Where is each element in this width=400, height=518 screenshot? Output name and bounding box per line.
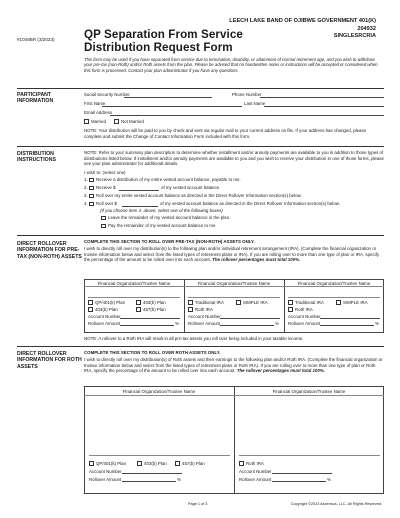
- pretax-col3-pct: %: [375, 320, 379, 326]
- option-4-label-a: Roll over $: [96, 201, 117, 206]
- section-title-distribution: DISTRIBUTION INSTRUCTIONS: [17, 151, 56, 164]
- roth-col2-amount-label: Rollover Amount: [239, 476, 272, 482]
- divider: [17, 346, 384, 347]
- roth-col1-name-field[interactable]: [89, 455, 230, 456]
- table-header-rule: [84, 286, 384, 287]
- pretax-col1-account-field[interactable]: [120, 318, 180, 319]
- pretax-col3-traditional-ira-checkbox[interactable]: [288, 300, 293, 305]
- pretax-col1-457b-checkbox[interactable]: [136, 307, 141, 312]
- distribution-note: NOTE: Refer to your summary plan description to determine whether installment and/or annuity payments are available to you in addition to those types of distributions listed below. If installment and/or annuity payments are available to you and you wish to receive your distribution in one of those forms, please see your plan administrator for additional details.: [84, 150, 384, 167]
- roth-col1-qp401k-checkbox[interactable]: [89, 461, 94, 466]
- roth-col2-account-label: Account Number: [239, 468, 272, 474]
- page-title: [84, 28, 243, 54]
- plan-type: SINGLESRCRIA: [333, 33, 376, 39]
- pretax-col3-amount-label: Rollover Amount: [288, 320, 321, 326]
- ssn-label: Social Security Number: [84, 92, 130, 97]
- pretax-col1-403b-label: 403(b) Plan: [143, 299, 166, 305]
- title-line-2: Distribution Request Form: [84, 41, 233, 54]
- plan-info: [229, 18, 376, 41]
- option-3-number: 3.: [84, 193, 88, 198]
- roth-col1-amount-label: Rollover Amount: [89, 476, 122, 482]
- option-2-label-a: Receive $: [96, 185, 116, 190]
- pretax-col3-amount-field[interactable]: [320, 325, 374, 326]
- first-name-label: First Name: [84, 101, 106, 106]
- option-4-amount-field[interactable]: [122, 206, 158, 207]
- plan-name: LEECH LAKE BAND OF OJIBWE GOVERNMENT 401(K): [229, 18, 376, 24]
- roth-col1-amount-field[interactable]: [122, 481, 176, 482]
- intro-text: This form may be used if you have separated from service due to termination, disability, or attainment of normal retirement age, and you wish to withdraw your pre-tax (non-Roth) and/or Roth assets from the plan. Please be advised that no handwritten notes or instructions will be accepted or considered when this form is processed. Contact your plan administrator if you have any questions.: [84, 57, 378, 73]
- option-2-amount-field[interactable]: [119, 190, 159, 191]
- roth-col1-account-label: Account Number: [89, 468, 122, 474]
- pretax-col2-roth-ira-label: Roth IRA: [195, 306, 213, 312]
- table-header-rule: [84, 395, 384, 396]
- pretax-body-bold: The rollover percentages must total 100%.: [212, 257, 301, 263]
- pretax-col3-roth-ira-checkbox[interactable]: [288, 307, 293, 312]
- option-1-checkbox[interactable]: [89, 178, 94, 183]
- pretax-col1-403b-2-label: 403(b) Plan: [95, 306, 118, 312]
- roth-col2-pct: %: [327, 476, 331, 482]
- option-4-checkbox[interactable]: [89, 202, 94, 207]
- first-name-field[interactable]: [102, 106, 242, 107]
- married-checkbox[interactable]: [84, 119, 89, 124]
- pretax-col2-roth-ira-checkbox[interactable]: [188, 307, 193, 312]
- participant-note: NOTE: Your distribution will be paid to you by check and sent via regular mail to your current address on file. If your address has changed, please complete and submit the Change of Contact Information Form included with this form.: [84, 128, 367, 139]
- pretax-col2-name-field[interactable]: [188, 297, 280, 298]
- pretax-col2-account-label: Account Number: [188, 313, 221, 319]
- pretax-col2-traditional-ira-label: Traditional IRA: [195, 299, 224, 305]
- column-separator: [184, 279, 185, 333]
- pretax-col1-qp401k-checkbox[interactable]: [88, 300, 93, 305]
- email-label: Email Address: [84, 110, 113, 115]
- roth-col2-roth-ira-checkbox[interactable]: [239, 461, 244, 466]
- not-married-checkbox[interactable]: [114, 119, 119, 124]
- select-one-label: I wish to: (select one): [84, 170, 126, 175]
- option-4-number: 4.: [84, 201, 88, 206]
- pretax-col3-account-label: Account Number: [288, 313, 321, 319]
- pretax-col2-account-field[interactable]: [220, 318, 280, 319]
- pretax-col3-simple-ira-checkbox[interactable]: [336, 300, 341, 305]
- pretax-col3-header: Financial Organization/Trustee Name: [297, 281, 371, 286]
- column-separator: [284, 279, 285, 333]
- section-title-pretax: DIRECT ROLLOVER INFORMATION FOR PRE-TAX (NON-ROTH) ASSETS: [17, 241, 82, 260]
- pretax-col1-amount-field[interactable]: [120, 325, 174, 326]
- roth-col1-457b-checkbox[interactable]: [175, 461, 180, 466]
- roth-col1-account-field[interactable]: [122, 473, 182, 474]
- pretax-col3-name-field[interactable]: [288, 297, 380, 298]
- roth-instructions: [84, 357, 384, 374]
- pretax-col1-header: Financial Organization/Trustee Name: [97, 281, 171, 286]
- option-2-number: 2.: [84, 185, 88, 190]
- sub-option-1-checkbox[interactable]: [101, 216, 106, 221]
- roth-col1-qp401k-label: QP/401(k) Plan: [96, 460, 127, 466]
- divider: [17, 146, 384, 147]
- pretax-col1-qp401k-label: QP/401(k) Plan: [95, 299, 126, 305]
- option-2-checkbox[interactable]: [89, 186, 94, 191]
- not-married-label: Not Married: [121, 118, 144, 124]
- option-3-checkbox[interactable]: [89, 194, 94, 199]
- pretax-body: I wish to directly roll over my distribution(s) to the following plan and/or individual retirement arrangement (IRA). (Complete the financial organization or trustee information below and select from the listed types of retirement plans or IRA). If you are rolling over to more than one type of plan or IRA, specify the percentage of the amount to be rolled over into each account.: [84, 246, 380, 263]
- option-2-label-b: of my vested account balance.: [161, 185, 221, 190]
- roth-col2-header: Financial Organization/Trustee Name: [272, 389, 346, 394]
- option-1-label: Receive a distribution of my entire vested account balance, payable to me.: [96, 177, 241, 182]
- last-name-label: Last Name: [244, 101, 266, 106]
- pretax-col1-account-label: Account Number: [88, 313, 121, 319]
- sub-option-1-label: Leave the remainder of my vested account balance in the plan.: [108, 215, 231, 220]
- option-1-number: 1.: [84, 177, 88, 182]
- page-number: Page 1 of 3: [188, 502, 208, 506]
- pretax-col1-name-field[interactable]: [88, 297, 180, 298]
- pretax-col2-pct: %: [275, 320, 279, 326]
- pretax-roth-note: NOTE: A rollover to a Roth IRA will result in all pre-tax assets you roll over being included in your taxable income.: [84, 336, 304, 341]
- roth-col1-457b-label: 457(b) Plan: [182, 460, 205, 466]
- roth-col1-header: Financial Organization/Trustee Name: [122, 389, 196, 394]
- pretax-col2-simple-ira-checkbox[interactable]: [236, 300, 241, 305]
- pretax-col2-simple-ira-label: SIMPLE IRA: [243, 299, 268, 305]
- pretax-col3-account-field[interactable]: [320, 318, 380, 319]
- divider: [17, 235, 384, 236]
- pretax-col3-roth-ira-label: Roth IRA: [295, 306, 313, 312]
- pretax-col2-amount-label: Rollover Amount: [188, 320, 221, 326]
- pretax-col1-pct: %: [175, 320, 179, 326]
- roth-body: I wish to directly roll over my distribution(s) of Roth assets and their earnings to the following plan and/or Roth IRA. (Complete the financial organization or trustee information below and select from the listed types of retirement plans or Roth IRA). If you are rolling over to more than one type of plan or Roth IRA, specify the percentage of the amount to be rolled over into each account.: [84, 357, 383, 374]
- sub-option-2-checkbox[interactable]: [101, 224, 106, 229]
- roth-col1-403b-label: 403(b) Plan: [144, 460, 167, 466]
- pretax-col3-traditional-ira-label: Traditional IRA: [295, 299, 324, 305]
- pretax-col1-amount-label: Rollover Amount: [88, 320, 121, 326]
- ssn-field[interactable]: [124, 97, 212, 98]
- email-field[interactable]: [110, 115, 384, 116]
- option-3-label: Roll over my entire vested account balance as directed in the Direct Rollover Information section(s) below.: [96, 193, 302, 198]
- pretax-col2-traditional-ira-checkbox[interactable]: [188, 300, 193, 305]
- pretax-col2-amount-field[interactable]: [220, 325, 274, 326]
- option-4-sub-instruction: (If you choose Item 4. above, select one of the following boxes): [100, 208, 223, 213]
- sub-option-2-label: Pay the remainder of my vested account balance to me.: [108, 223, 217, 228]
- roth-body-bold: The rollover percentages must total 100%.: [236, 368, 325, 374]
- roth-col2-name-field[interactable]: [239, 455, 380, 456]
- married-label: Married: [91, 118, 106, 124]
- plan-number: 204932: [357, 25, 376, 32]
- roth-col1-pct: %: [177, 476, 181, 482]
- column-separator: [234, 386, 235, 494]
- pretax-col1-457b-label: 457(b) Plan: [143, 306, 166, 312]
- pretax-col1-403b-checkbox[interactable]: [136, 300, 141, 305]
- form-code: #1048BR (3/2023): [17, 37, 55, 42]
- pretax-col2-header: Financial Organization/Trustee Name: [197, 281, 271, 286]
- phone-label: Phone Number: [232, 92, 262, 97]
- section-title-participant: PARTICIPANT INFORMATION: [17, 92, 54, 105]
- roth-col2-account-field[interactable]: [272, 473, 332, 474]
- roth-col1-403b-checkbox[interactable]: [137, 461, 142, 466]
- roth-col2-roth-ira-label: Roth IRA: [246, 460, 264, 466]
- roth-col2-amount-field[interactable]: [272, 481, 326, 482]
- option-4-label-b: of my vested account balance as directed in the Direct Rollover Information section(s) below.: [160, 201, 340, 206]
- pretax-col1-403b-2-checkbox[interactable]: [88, 307, 93, 312]
- pretax-instructions: [84, 246, 384, 263]
- phone-field[interactable]: [260, 97, 384, 98]
- section-title-roth: DIRECT ROLLOVER INFORMATION FOR ROTH ASSETS: [17, 351, 82, 370]
- copyright: Copyright ©2023 Ascensus, LLC. All Rights Reserved.: [290, 502, 382, 506]
- pretax-heading: COMPLETE THIS SECTION TO ROLL OVER PRE-TAX (NON-ROTH) ASSETS ONLY.: [84, 239, 255, 244]
- pretax-col3-simple-ira-label: SIMPLE IRA: [343, 299, 368, 305]
- last-name-field[interactable]: [264, 106, 384, 107]
- divider: [17, 88, 384, 89]
- roth-heading: COMPLETE THIS SECTION TO ROLL OVER ROTH ASSETS ONLY.: [84, 350, 221, 355]
- title-line-1: QP Separation From Service: [84, 28, 243, 41]
